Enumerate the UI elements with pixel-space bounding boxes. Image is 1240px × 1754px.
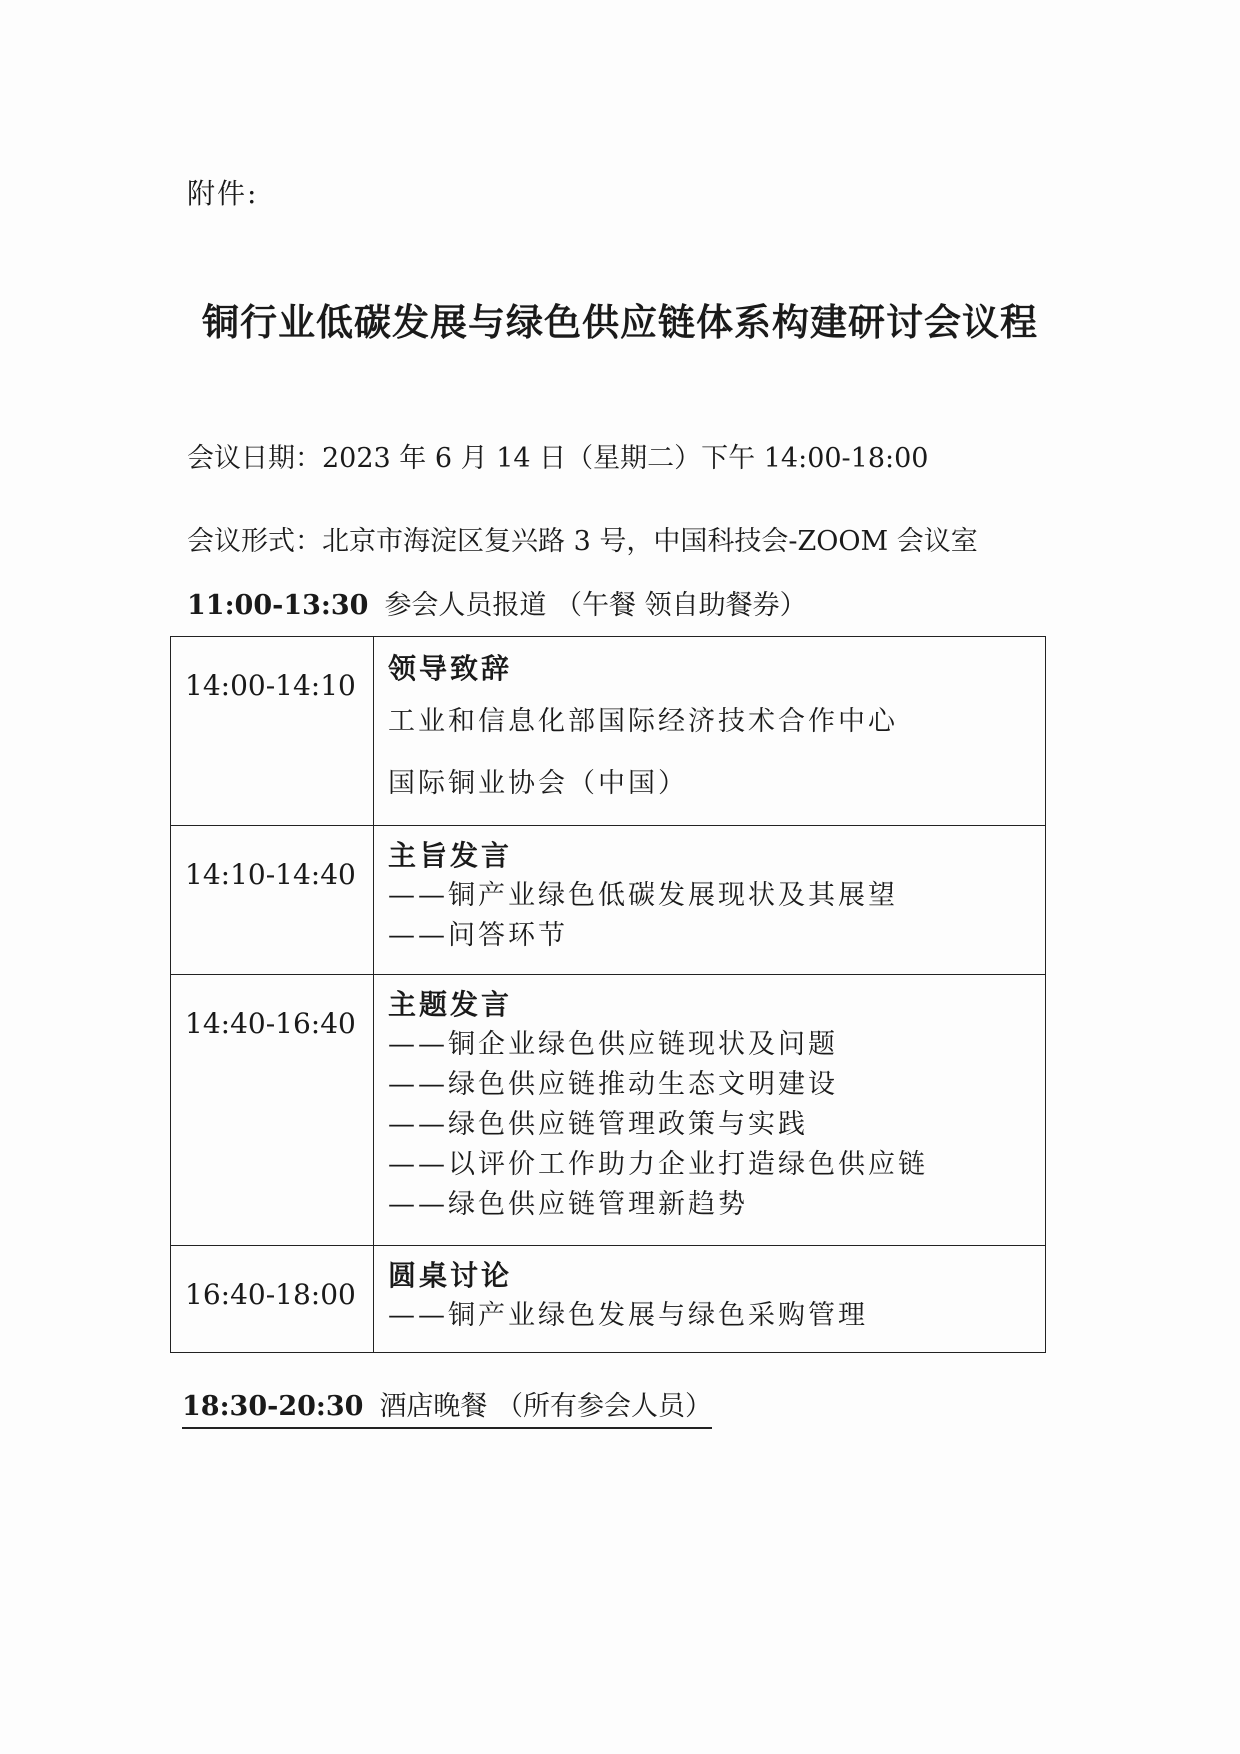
session-item: ——绿色供应链推动生态文明建设 — [388, 1069, 838, 1100]
session-content — [374, 1246, 1046, 1353]
session-title: 圆桌讨论 — [388, 1259, 513, 1292]
session-time: 16:40-18:00 — [171, 1246, 374, 1353]
session-title: 领导致辞 — [388, 652, 513, 685]
session-item: ——铜产业绿色发展与绿色采购管理 — [388, 1300, 868, 1331]
session-time: 14:10-14:40 — [171, 826, 374, 975]
agenda-table — [170, 636, 1046, 1353]
dinner-time: 18:30-20:30 — [182, 1391, 364, 1422]
checkin-line — [187, 583, 807, 622]
session-content — [374, 637, 1046, 826]
session-item: ——铜产业绿色低碳发展现状及其展望 — [388, 880, 898, 911]
meeting-date: 会议日期：2023 年 6 月 14 日（星期二）下午 14:00-18:00 — [187, 443, 929, 474]
dinner-text: 酒店晚餐 （所有参会人员） — [379, 1391, 713, 1422]
session-item: ——铜企业绿色供应链现状及问题 — [388, 1029, 838, 1060]
checkin-text: 参会人员报道 （午餐 领自助餐券） — [384, 590, 807, 621]
session-content — [374, 826, 1046, 975]
attachment-label: 附件: — [187, 177, 259, 210]
session-title: 主题发言 — [388, 988, 513, 1021]
session-item: 工业和信息化部国际经济技术合作中心 — [388, 706, 898, 737]
session-time: 14:40-16:40 — [171, 975, 374, 1246]
agenda-row — [171, 637, 1046, 826]
meeting-format: 会议形式：北京市海淀区复兴路 3 号，中国科技会-ZOOM 会议室 — [187, 526, 978, 557]
session-item: 国际铜业协会（中国） — [388, 768, 688, 799]
dinner-line — [182, 1384, 712, 1429]
agenda-row — [171, 975, 1046, 1246]
session-title: 主旨发言 — [388, 839, 513, 872]
session-item: ——绿色供应链管理新趋势 — [388, 1189, 748, 1220]
session-time: 14:00-14:10 — [171, 637, 374, 826]
agenda-row — [171, 1246, 1046, 1353]
session-item: ——以评价工作助力企业打造绿色供应链 — [388, 1149, 928, 1180]
checkin-time: 11:00-13:30 — [187, 590, 369, 621]
session-content — [374, 975, 1046, 1246]
session-item: ——绿色供应链管理政策与实践 — [388, 1109, 808, 1140]
agenda-row — [171, 826, 1046, 975]
document-title: 铜行业低碳发展与绿色供应链体系构建研讨会议程 — [202, 300, 1038, 344]
session-item: ——问答环节 — [388, 920, 568, 951]
